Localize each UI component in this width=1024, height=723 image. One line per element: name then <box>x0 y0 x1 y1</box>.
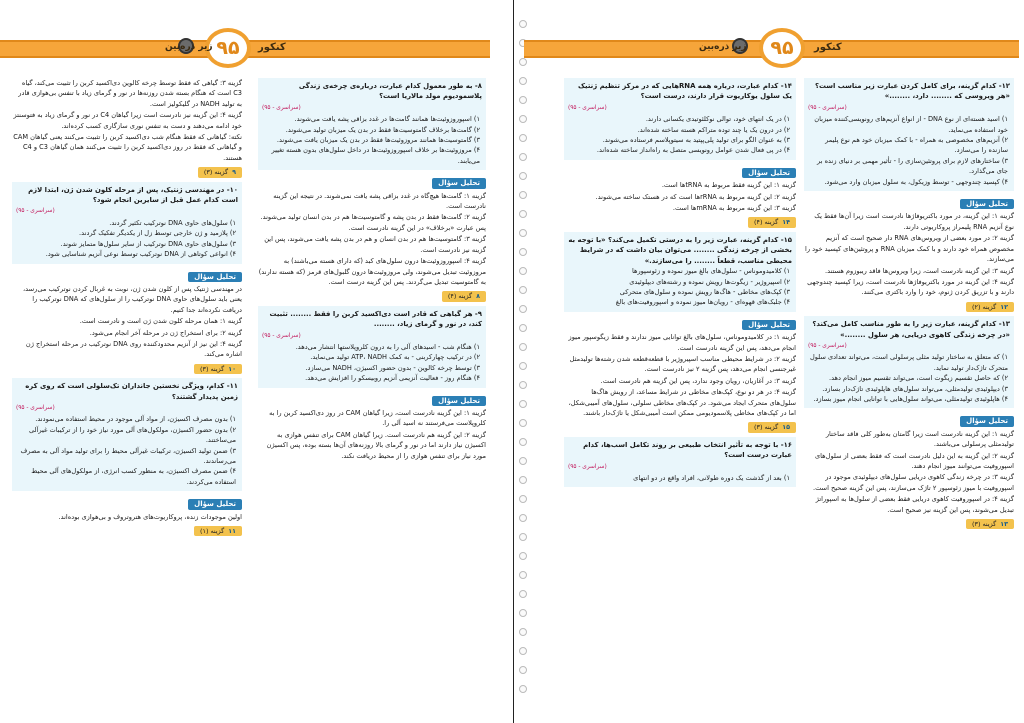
option-3: ۳) به عنوان الگو برای تولید پلی‌پپتید به سیتوپلاسم فرستاده می‌شوند. <box>602 136 790 145</box>
analysis-line: گزینه ۳: گیاهی که فقط توسط چرخه کالوین دی‌اکسید کربن را تثبیت می‌کند، گیاه C3 است که هنگام بسته شدن روزنه‌ها در نور و گرمای زیاد با تنفس بی‌هوازی قادر به تولید NADH در گلیکولیز است. <box>18 79 242 108</box>
analysis-line: گزینه ۲: در شرایط محیطی مناسب اسپیروژیر با قطعه‌قطعه شدن رشته‌ها تولیدمثل غیرجنسی انجام می‌دهد، پس گزینه ۲ نیز نادرست است. <box>569 354 796 374</box>
question-source: (سراسری - ۹۵) <box>808 342 847 349</box>
question-title: ۱۶- با توجه به تأثیر انتخاب طبیعی بر روند تکامل اسب‌ها، کدام عبارت درست است؟ <box>583 440 792 460</box>
option-1: ۱) بعد از گذشت یک دوره طولانی، افراد واقع در دو انتهای <box>633 474 790 482</box>
analysis-line: گزینه ۱: این گزینه، در مورد باکتریوفاژها نادرست است زیرا آن‌ها فقط یک نوع آنزیم RNA پلیمراز پروکاریوتی دارند. <box>814 212 1014 231</box>
question-source: (سراسری - ۹۵) <box>16 208 55 215</box>
analysis-line: گزینه ۱: این گزینه نادرست است زیرا گامتان به‌طور کلی فاقد ساختار تولیدمثلی پرسلولی می‌باشند. <box>825 429 1014 449</box>
analysis-11 <box>12 512 242 522</box>
answer-key-label: گزینه (۴) <box>447 292 473 301</box>
right-page <box>513 0 1024 723</box>
option-4: ۴) در پی فعال شدن عوامل رونویسی متصل به راه‌انداز ساخته شده‌اند. <box>596 146 790 155</box>
option-1: ۱) اسپوروزوئیت‌ها همانند گامت‌ها در غدد بزاقی پشه یافت می‌شوند. <box>294 115 480 124</box>
analysis-line: گزینه ۲: این گزینه به این دلیل نادرست است که فقط بعضی از سلول‌های اسپوروفیت می‌توانند میوز انجام دهند. <box>815 451 1014 470</box>
question-9 <box>258 306 486 388</box>
option-4: ۴) ضمن مصرف اکسیژن، به منظور کسب انرژی، از مولکول‌های آلی محیط استفاده می‌کردند. <box>31 467 236 486</box>
analysis-line: گزینه ۴: این گزینه نیز نادرست است زیرا گیاهان C4 در نور و گرمای زیاد به فتوسنتز خود ادامه می‌دهند و دست به تنفس نوری سازگاری کسب کرده‌اند. <box>13 111 242 130</box>
right-column-right <box>804 78 1014 715</box>
question-source: (سراسری - ۹۵) <box>16 404 55 411</box>
analysis-line: گزینه ۱: گامت‌ها هیچ‌گاه در غدد بزاقی پشه یافت نمی‌شوند. در نتیجه این گزینه نادرست است. <box>273 191 486 211</box>
question-title: ۱۱- کدام، ویژگی نخستین جانداران تک‌سلولی است که روی کره زمین پدیدار گشتند؟ <box>25 382 238 401</box>
analysis-12 <box>804 211 1014 297</box>
analysis-heading: تحلیل سؤال <box>960 416 1014 426</box>
answer-key-number: ۱۱ <box>228 527 236 536</box>
left-column-right <box>258 78 486 715</box>
konkur-label: کنکور <box>258 42 286 53</box>
page-number-badge: ۹۵ <box>205 28 251 68</box>
analysis-line: گزینه ۴: در هر دو نوع، کپک‌های مخاطی در شرایط مساعد، از رویش هاگ‌ها سلول‌های متحرک ایجاد می‌شود. در کپک‌های مخاطی سلولی، سلول‌های آمیبی‌شکل، اما در کپک‌های مخاطی پلاسمودیومی ممکن است آمیبی‌شکل یا تاژک‌دار باشند. <box>568 388 796 417</box>
question-10 <box>12 182 242 264</box>
option-1: ۱) هنگام شب - اسیدهای آلی را به درون کلروپلاستها انتشار می‌دهد. <box>295 342 480 351</box>
answer-key-number: ۱۵ <box>782 423 790 432</box>
page-number-badge: ۹۵ <box>759 28 805 68</box>
analysis-line: گزینه ۳: گامتوسیت‌ها هم در بدن انسان و هم در بدن پشه یافت می‌شوند، پس این گزینه نیز نادرست است. <box>264 235 486 254</box>
analysis-line: گزینه ۴: این نیز از آنزیم محدودکننده روی DNA نوترکیب در مرحله استخراج ژن اشاره می‌کند. <box>25 339 242 359</box>
option-3: ۳) گامتوسیت‌ها همانند مروزوئیت‌ها فقط در بدن یک میزبان یافت می‌شوند. <box>276 136 480 145</box>
analysis-9-continued <box>12 78 242 163</box>
answer-key-label: گزینه (۳) <box>203 168 229 177</box>
analysis-heading: تحلیل سؤال <box>742 320 796 330</box>
option-3: ۳) دیپلوئیدی تولیدمثلی، می‌تواند سلول‌های هاپلوئیدی تاژک‌دار بسازد. <box>822 384 1008 393</box>
option-2: ۲) اسپیروژیر - زیگوت‌ها رویش نموده و رشته‌های دیپلوئیدی <box>629 277 790 286</box>
option-3: ۳) ضمن تولید اکسیژن، ترکیبات غیرآلی محیط را برای تولید مواد آلی به مصرف می‌رساندند. <box>20 446 236 465</box>
answer-key-10 <box>194 364 242 374</box>
question-source: (سراسری - ۹۵) <box>808 104 847 111</box>
section-label: زیر ذره‌بین <box>165 42 213 52</box>
analysis-line: گزینه ۱: این گزینه فقط مربوط به tRNAها است. <box>661 181 796 190</box>
analysis-line: گزینه ۱: همان مرحله کلون شدن ژن است و نادرست است. <box>79 317 242 326</box>
option-2: ۲) بدون حضور اکسیژن، مولکول‌های آلی مورد نیاز خود را از ترکیبات غیرآلی می‌ساختند. <box>29 425 236 445</box>
answer-key-14 <box>748 217 796 227</box>
option-1: ۱) کلامیدوموناس - سلول‌های بالغ میوز نموده و زئوسپورها <box>631 267 790 276</box>
question-13 <box>804 316 1014 408</box>
answer-key-13 <box>966 519 1014 529</box>
answer-key-12 <box>966 302 1014 312</box>
analysis-line: گزینه ۲: برای استخراج ژن در مرحله آخر انجام می‌شود. <box>89 328 242 337</box>
question-source: (سراسری - ۹۵) <box>262 104 301 111</box>
option-1: ۱) اسید هسته‌ای از نوع DNA - از انواع آنزیم‌های رونویسی‌کننده میزبان خود استفاده می‌نماید. <box>814 115 1008 134</box>
analysis-8 <box>258 191 486 288</box>
question-title: ۹- هر گیاهی که قادر است دی‌اکسید کربن را فقط ........ تثبیت کند، در نور و گرمای زیاد، ........ <box>269 309 482 329</box>
analysis-heading: تحلیل سؤال <box>188 272 242 282</box>
question-title: ۱۵- کدام گزینه، عبارت زیر را به درستی تکمیل می‌کند؟ «با توجه به بخشی از چرخه زندگی ........ می‌توان بیان داشت که در شرایط محیطی مناسب، قطعاً ........ را می‌سازند.» <box>568 235 792 265</box>
option-3: ۳) کپک‌های مخاطی - هاگ‌ها رویش نموده و سلول‌های متحرکی <box>619 287 790 296</box>
question-source: (سراسری - ۹۵) <box>568 104 607 111</box>
answer-key-8 <box>442 291 486 301</box>
analysis-15 <box>564 332 796 418</box>
right-column-left <box>564 78 796 715</box>
analysis-line: گزینه ۱: این گزینه نادرست است، زیرا گیاهان CAM در روز دی‌اکسید کربن را به کلروپلاست می‌فرستند نه اسید آلی را. <box>269 408 486 428</box>
option-1: ۱) در یک انتهای خود، توالی نوکلئوتیدی یکسانی دارند. <box>645 115 790 124</box>
analysis-line: گزینه ۳: این گزینه نادرست است، زیرا ویروس‌ها فاقد ریبوزوم هستند. <box>824 266 1014 275</box>
right-page-header <box>514 28 1019 70</box>
analysis-line: نکته: گیاهانی که فقط هنگام شب دی‌اکسید کربن را تثبیت می‌کنند یعنی گیاهان CAM و گیاهانی که فقط در روز دی‌اکسید کربن را تثبیت می‌کنند همان گیاهان C3 و C4 هستند. <box>13 133 242 162</box>
option-2: ۲) که حاصل تقسیم زیگوت است، می‌تواند تقسیم میوز انجام دهد. <box>828 374 1008 383</box>
analysis-13 <box>804 429 1014 515</box>
analysis-14 <box>564 180 796 213</box>
option-1: ۱) بدون مصرف اکسیژن، از مواد آلی موجود در محیط استفاده می‌نمودند. <box>35 415 236 424</box>
option-2: ۲) در درون یک یا چند توده متراکم هسته ساخته شده‌اند. <box>637 125 790 134</box>
option-3: ۳) توسط چرخه کالوین - بدون حضور اکسیژن، NADH می‌سازد. <box>305 363 480 372</box>
analysis-line: گزینه ۲: این گزینه هم نادرست است. زیرا گیاهان CAM برای تنفس هوازی به اکسیژن نیاز دارند اما در نور و گرمای بالا روزنه‌های آن‌ها بسته بوده، پس اکسیژن مورد نیاز برای تنفس هوازی را از محیط دریافت نکند. <box>266 430 486 460</box>
answer-key-number: ۹ <box>232 168 236 177</box>
option-3: ۳) سلول‌های حاوی DNA نوترکیب از سایر سلول‌ها متمایز شوند. <box>60 239 236 248</box>
question-11 <box>12 378 242 491</box>
question-title: ۱۴- کدام عبارت، درباره همه RNAهایی که در مرکز تنظیم ژنتیک یک سلول یوکاریوت قرار دارند، درست است؟ <box>577 82 792 101</box>
question-title: ۸- به طور معمول کدام عبارت، درباره‌ی چرخه‌ی زندگی پلاسمودیوم مولد مالاریا است؟ <box>298 82 482 101</box>
left-page <box>0 0 511 723</box>
answer-key-number: ۱۰ <box>228 364 236 373</box>
answer-key-9 <box>198 167 242 177</box>
question-8 <box>258 78 486 170</box>
section-label: زیر ذره‌بین <box>699 42 747 52</box>
question-title: ۱۳- کدام گزینه، عبارت زیر را به طور مناسب کامل می‌کند؟ «در چرخه زندگی کاهوی دریایی، هر سلول ........» <box>812 320 1010 339</box>
analysis-line: گزینه ۱: در کلامیدوموناس، سلول‌های بالغ توانایی میوز ندارند و فقط زیگوسپور میوز انجام می‌دهد، پس این گزینه نادرست است. <box>568 333 796 352</box>
question-title: ۱۲- کدام گزینه، برای کامل کردن عبارت زیر مناسب است؟ «هر ویروسی که ........ دارد، ........» <box>814 82 1010 101</box>
option-4: ۴) مروزوئیت‌ها بر خلاف اسپوروزوئیت‌ها در داخل سلول‌های بدون هسته تغییر می‌یابند. <box>271 146 480 165</box>
analysis-line: گزینه ۳: این گزینه مربوط به mRNAها است. <box>672 204 796 213</box>
option-3: ۳) ساختارهای لازم برای پروتئین‌سازی را - تأثیر مهمی بر دنیای زنده بر جای می‌گذارد. <box>817 156 1008 176</box>
option-2: ۲) در ترکیب چهارکربنی - به کمک ATP، NADH تولید می‌نماید. <box>310 353 480 362</box>
option-1: ۱) سلول‌های حاوی DNA نوترکیب تکثیر گردند. <box>109 218 236 227</box>
question-12 <box>804 78 1014 191</box>
analysis-9 <box>258 408 486 461</box>
analysis-line: در مهندسی ژنتیک پس از کلون شدن ژن، نوبت به غربال کردن نوترکیب می‌رسد، یعنی باید سلول‌های حاوی DNA نوترکیب را از سلول‌های که DNA نوترکیب را دریافت نکرده‌اند جدا کنیم. <box>23 284 242 314</box>
answer-key-label: گزینه (۱) <box>200 527 225 536</box>
question-15 <box>564 232 796 312</box>
konkur-label: کنکور <box>814 42 842 53</box>
option-4: ۴) کپسید چندوجهی - توسط وزیکول، به سلول میزبان وارد می‌شود. <box>824 177 1008 186</box>
analysis-heading: تحلیل سؤال <box>432 178 486 188</box>
analysis-line: گزینه ۳: در چرخه زندگی کاهوی دریایی سلول‌های دیپلوئیدی موجود در اسپوروفیت با میوز زئوسپور ۲ تاژک می‌سازند، پس این گزینه صحیح است. <box>812 473 1014 492</box>
option-2: ۲) گامت‌ها برخلاف گامتوسیت‌ها فقط در بدن یک میزبان تولید می‌شوند. <box>285 125 480 134</box>
question-16 <box>564 437 796 488</box>
question-source: (سراسری - ۹۵) <box>262 332 301 339</box>
answer-key-number: ۱۳ <box>1000 520 1008 529</box>
answer-key-label: گزینه (۲) <box>972 302 997 311</box>
option-1: ۱) که متعلق به ساختار تولید مثلی پرسلولی است، می‌تواند تعدادی سلول متحرک تاژک‌دار تولید نماید. <box>809 353 1008 372</box>
answer-key-label: گزینه (۳) <box>754 423 779 432</box>
analysis-heading: تحلیل سؤال <box>432 396 486 406</box>
analysis-line: گزینه ۴: این گزینه در مورد باکتریوفاژها نادرست است، زیرا کپسید چندوجهی دارند و با تزریق کردن ژنوم، خود را وارد باکتری می‌کنند. <box>807 277 1014 297</box>
answer-key-number: ۱۴ <box>782 218 790 227</box>
analysis-heading: تحلیل سؤال <box>742 168 796 178</box>
analysis-10 <box>12 284 242 360</box>
question-title: ۱۰- در مهندسی ژنتیک، پس از مرحله کلون شدن ژن، ابتدا لازم است کدام عمل قبل از سایرین انجام شود؟ <box>28 185 238 205</box>
analysis-line: گزینه ۴: در اسپوروفیت کاهوی دریایی فقط بعضی از سلول‌ها به اسپوراتژ تبدیل می‌شوند، پس این گزینه نیز صحیح است. <box>815 495 1014 514</box>
answer-key-label: گزینه (۴) <box>754 218 779 227</box>
analysis-line: گزینه ۲: در مورد بعضی از ویروس‌های RNA دار صحیح است که آنزیم مخصوص همراه خود دارند و با کمک میزبان RNA و پروتئین‌های کپسید خود را می‌سازند. <box>805 234 1014 264</box>
option-4: ۴) هاپلوئیدی تولیدمثلی، می‌تواند سلول‌هایی با توانایی انجام میوز بسازد. <box>813 394 1008 403</box>
analysis-line: گزینه ۲: گامت‌ها فقط در بدن پشه و گامتوسیت‌ها هم در بدن انسان تولید می‌شوند. پس عبارت «برخلاف» در این گزینه نادرست است. <box>260 213 486 232</box>
answer-key-number: ۱۲ <box>1000 302 1008 311</box>
question-14 <box>564 78 796 160</box>
analysis-heading: تحلیل سؤال <box>188 499 242 509</box>
left-page-header <box>0 28 490 70</box>
analysis-line: گزینه ۲: این گزینه مربوط به rRNAها است که در هستک ساخته می‌شوند. <box>595 192 796 201</box>
analysis-line: گزینه ۳: در آغازیان، رویان وجود ندارد، پس این گزینه هم نادرست است. <box>600 376 796 385</box>
option-2: ۲) پلازمید و ژن خارجی توسط زل از یکدیگر تفکیک گردند. <box>79 229 236 238</box>
spiral-binding <box>516 20 530 703</box>
answer-key-15 <box>748 422 796 432</box>
answer-key-label: گزینه (۳) <box>972 520 997 529</box>
left-column-left <box>12 78 242 715</box>
option-4: ۴) انواعی کوتاهی از DNA نوترکیب توسط نوعی آنزیم شناسایی شود. <box>45 250 236 259</box>
option-4: ۴) هنگام روز - فعالیت آنزیمی آنزیم روبیسکو را افزایش می‌دهد. <box>305 374 480 383</box>
option-2: ۲) آنزیم‌های مخصوصی به همراه - با کمک میزبان خود هم نوع پلیمر سازنده را می‌سازد. <box>825 136 1008 155</box>
analysis-line: گزینه ۴: اسپوروزوئیت‌ها درون سلول‌های کبد (که دارای هسته می‌باشند) به مروزوئیت تبدیل می‌شوند، ولی مروزوئیت‌ها درون گلبول‌های قرمز (که هسته ندارند) به گامتوسیت تبدیل می‌گردند. پس این گزینه درست است. <box>258 257 486 286</box>
analysis-heading: تحلیل سؤال <box>960 199 1014 209</box>
answer-key-11 <box>194 526 242 536</box>
answer-key-label: گزینه (۳) <box>200 364 225 373</box>
answer-key-number: ۸ <box>476 292 480 301</box>
analysis-line: اولین موجودات زنده، پروکاریوت‌های هتروتروف و بی‌هوازی بوده‌اند. <box>58 512 242 521</box>
option-4: ۴) جلبک‌های قهوه‌ای - رویان‌ها میوز نموده و اسپوروفیت‌های بالغ <box>615 298 790 307</box>
question-source: (سراسری - ۹۵) <box>568 463 607 470</box>
